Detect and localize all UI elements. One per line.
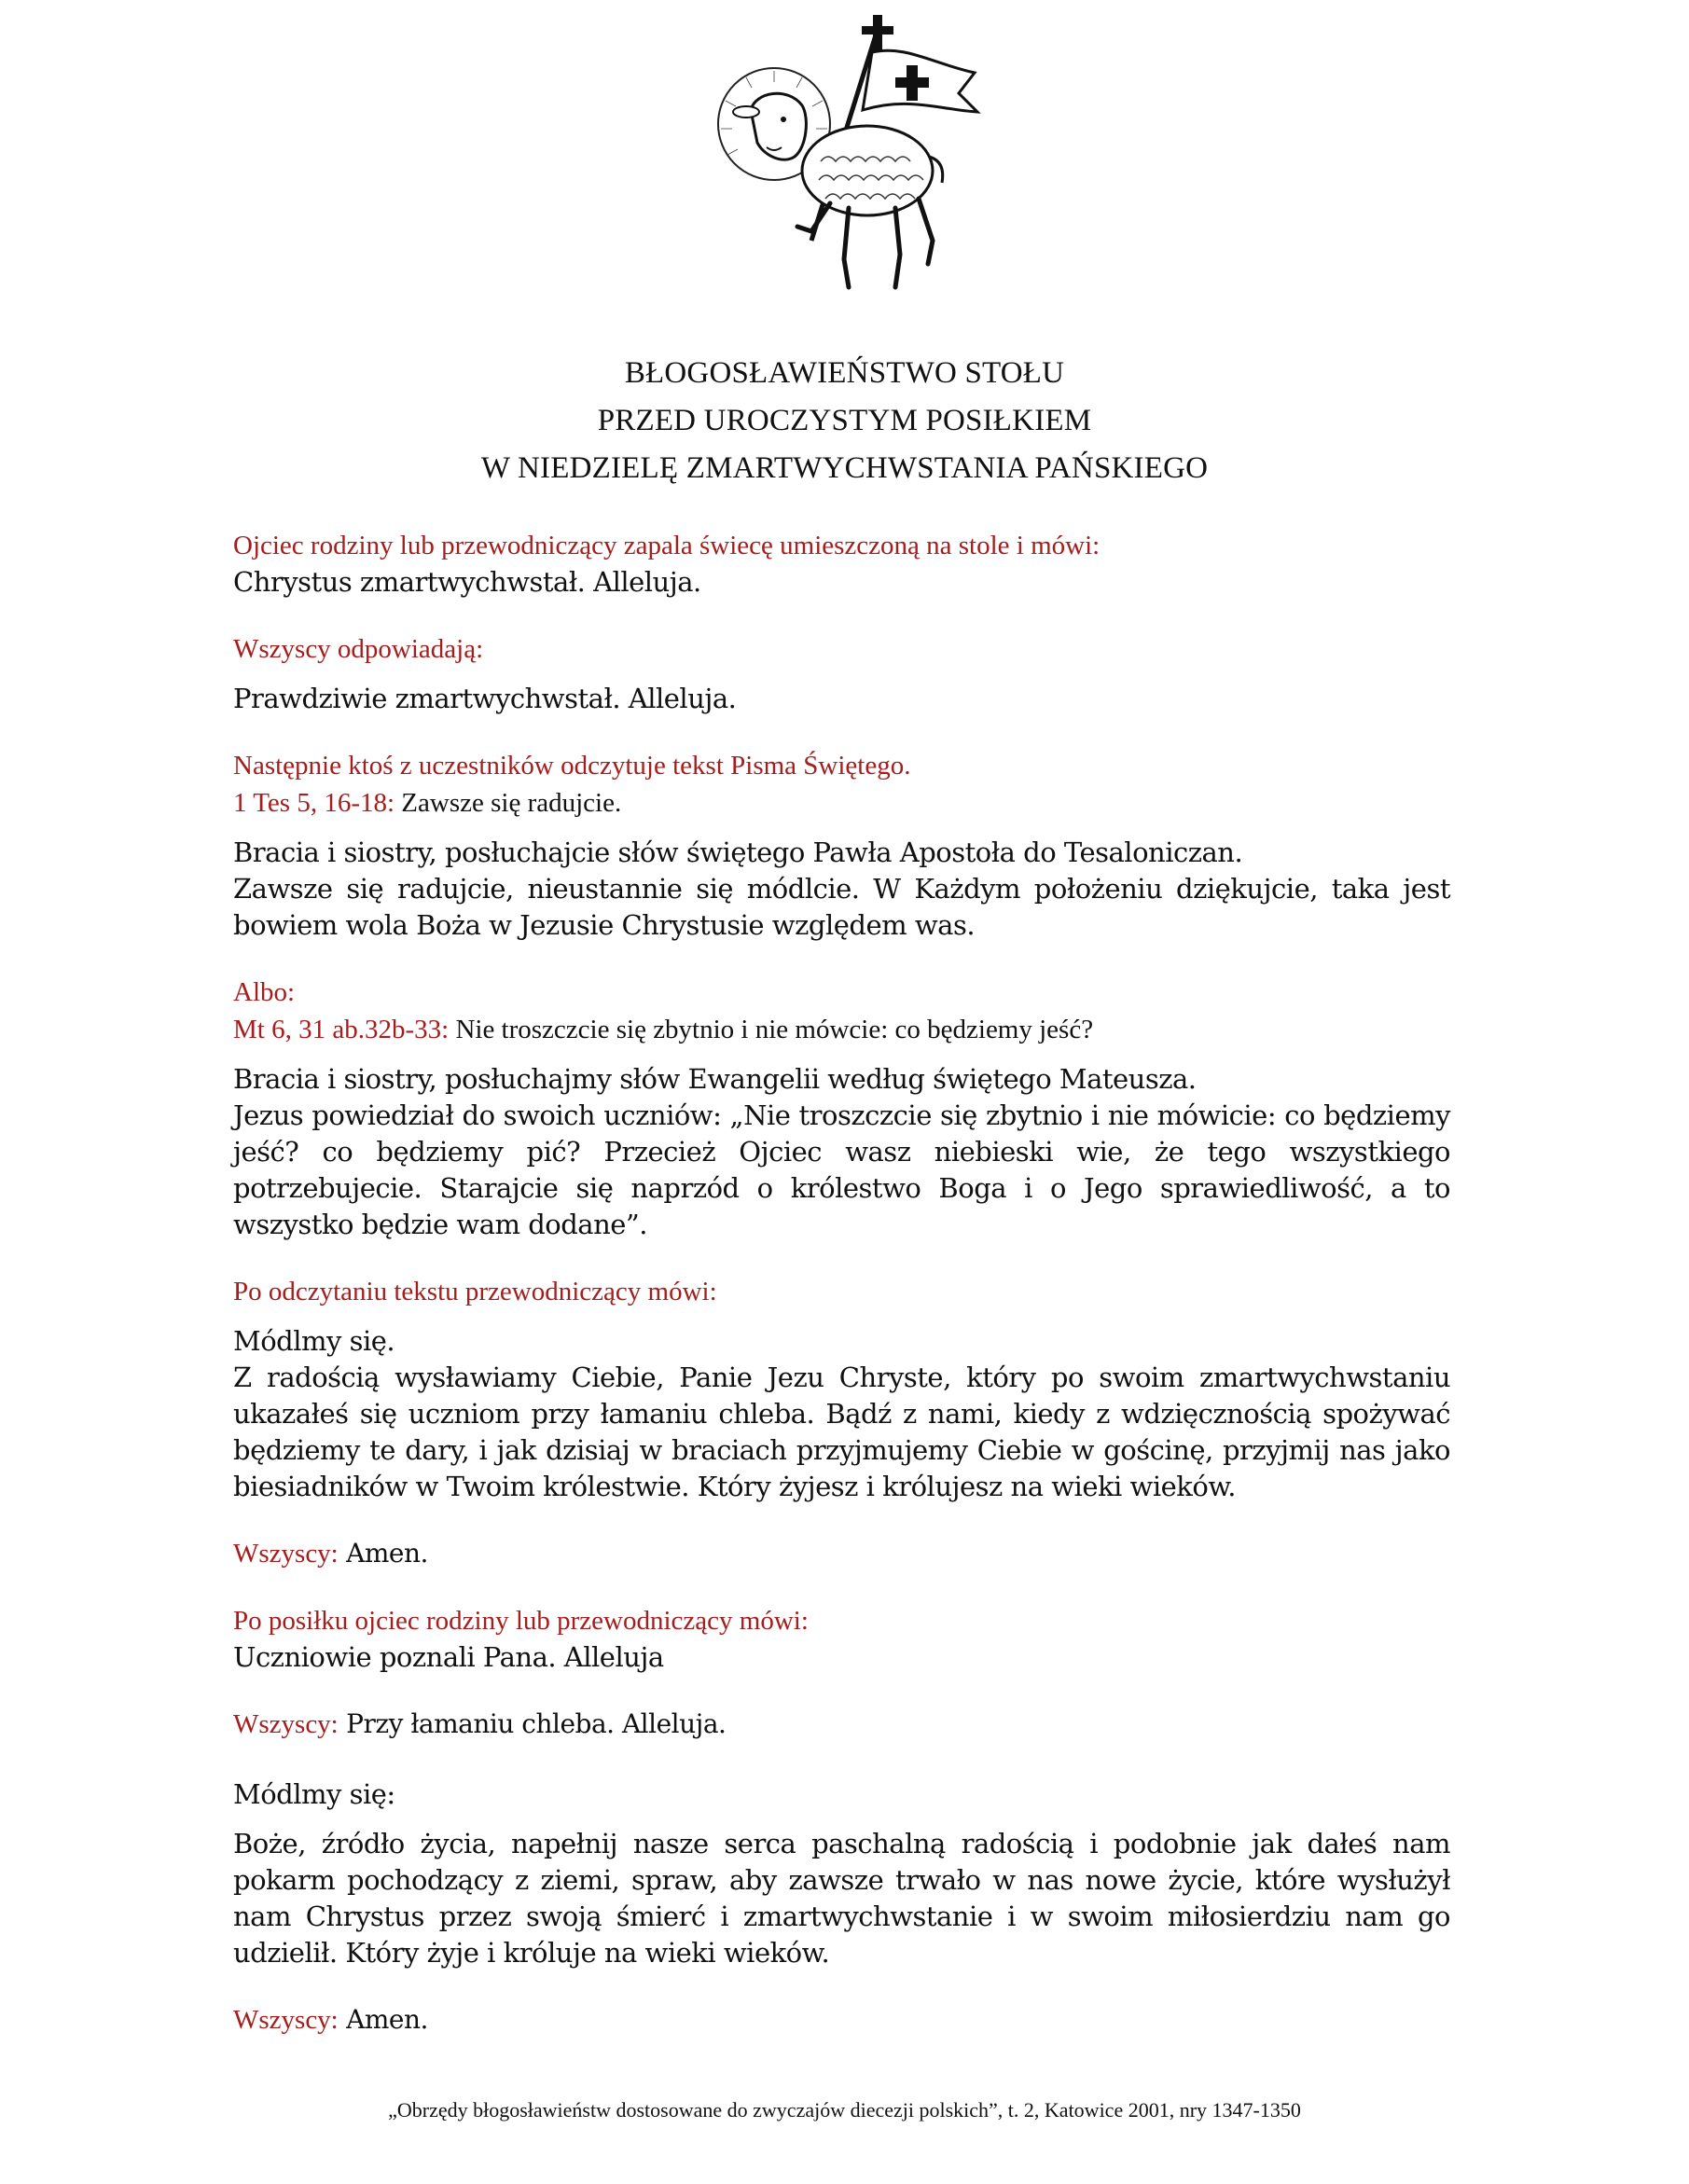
reading-text: Zawsze się radujcie, nieustannie się módlcie. W Każdym położeniu dziękujcie, taka jest bowiem wola Boża w Jezusie Chrystusie względem was. (233, 873, 1450, 941)
closing-prayer-invitation: Módlmy się: (233, 1778, 395, 1810)
response-text: Prawdziwie zmartwychwstał. Alleluja. (233, 683, 737, 714)
paschal-lamb-with-banner-icon (709, 7, 989, 306)
reading-intro: Bracia i siostry, posłuchajcie słów świętego Pawła Apostoła do Tesaloniczan. (233, 836, 1243, 868)
rubric-or: Albo: (233, 977, 296, 1007)
closing-prayer: Boże, źródło życia, napełnij nasze serca paschalną radością i podobnie jak dałeś nam pokarm pochodzący z ziemi, spraw, aby zawsze trwało w nas nowe życie, które wysłużył nam Chrystus przez swoją śmierć i zmartwychwstanie i w swoim miłosierdziu nam go udzielił. Który żyje i króluje na wieki wieków. (233, 1828, 1450, 1969)
response-breaking-bread-text: Przy łamaniu chleba. Alleluja. (338, 1708, 727, 1739)
document-title (0, 350, 1689, 492)
source-citation: „Obrzędy błogosławieństw dostosowane do zwyczajów diecezji polskich”, t. 2, Katowice 2001, nry 1347-1350 (388, 2098, 1301, 2122)
blessing-prayer: Z radością wysławiamy Ciebie, Panie Jezu Chryste, który po swoim zmartwychwstaniu ukazałeś się uczniom przy łamaniu chleba. Bądź z nami, kiedy z wdzięcznością spożywać będziemy te dary, i jak dzisiaj w braciach przyjmujemy Ciebie w gościnę, przyjmij nas jako biesiadników w Twoim królestwie. Który żyjesz i królujesz na wieki wieków. (233, 1362, 1450, 1502)
gospel-reference: Mt 6, 31 ab.32b-33: (233, 1015, 450, 1044)
reading-reference-line (233, 784, 1450, 822)
after-meal-acclamation: Uczniowie poznali Pana. Alleluja (233, 1641, 664, 1673)
response-amen-text: Amen. (338, 2004, 428, 2035)
acclamation-text: Chrystus zmartwychwstał. Alleluja. (233, 566, 701, 598)
rubric-after-reading: Po odczytaniu tekstu przewodniczący mówi: (233, 1277, 717, 1306)
title-line-2: PRZED UROCZYSTYM POSIŁKIEM (597, 404, 1092, 437)
gospel-reference-title: Nie troszczcie się zbytnio i nie mówcie: co będziemy jeść? (449, 1015, 1094, 1044)
reading-reference: 1 Tes 5, 16-18: (233, 788, 395, 818)
rubric-reading: Następnie ktoś z uczestników odczytuje tekst Pisma Świętego. (233, 751, 911, 781)
response-label: Wszyscy: (233, 2005, 339, 2035)
response-label: Wszyscy: (233, 1539, 339, 1569)
rubric-all-respond: Wszyscy odpowiadają: (233, 634, 484, 664)
rite-content (233, 527, 1450, 2039)
rubric-candle: Ojciec rodziny lub przewodniczący zapala świecę umieszczoną na stole i mówi: (233, 531, 1101, 560)
title-line-1: BŁOGOSŁAWIEŃSTWO STOŁU (624, 356, 1065, 390)
response-amen-2 (233, 2001, 1450, 2039)
rubric-after-meal: Po posiłku ojciec rodziny lub przewodniczący mówi: (233, 1606, 809, 1636)
title-line-3: W NIEDZIELĘ ZMARTWYCHWSTANIA PAŃSKIEGO (480, 451, 1209, 485)
response-breaking-bread (233, 1706, 1450, 1743)
gospel-intro: Bracia i siostry, posłuchajmy słów Ewangelii według świętego Mateusza. (233, 1063, 1197, 1095)
response-label: Wszyscy: (233, 1709, 339, 1739)
gospel-reference-line (233, 1011, 1450, 1048)
reading-reference-title: Zawsze się radujcie. (395, 788, 622, 818)
response-amen-text: Amen. (338, 1538, 428, 1569)
response-amen-1 (233, 1535, 1450, 1572)
gospel-text: Jezus powiedział do swoich uczniów: „Nie troszczcie się zbytnio i nie mówicie: co będziemy jeść? co będziemy pić? Przecież Ojciec wasz niebieski wie, że tego wszystkiego potrzebujecie. Starajcie się naprzód o królestwo Boga i o Jego sprawiedliwość, a to wszystko będzie wam dodane”. (233, 1099, 1450, 1240)
prayer-invitation: Módlmy się. (233, 1325, 395, 1357)
